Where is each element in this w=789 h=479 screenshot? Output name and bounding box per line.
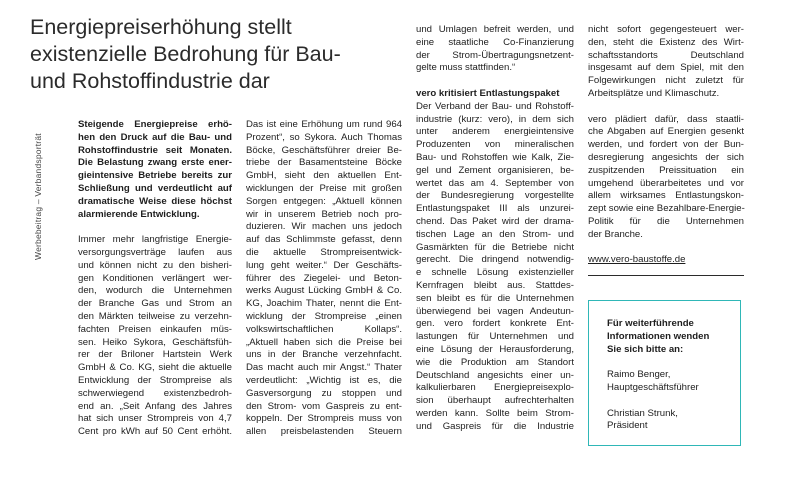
contact-role: Präsident [607, 420, 648, 432]
side-label-text: Werbebeitrag – Verbandsporträt [33, 133, 43, 260]
divider-rule [588, 275, 744, 276]
headline-line: und Rohstoffindustrie dar [30, 69, 270, 93]
body-line: werden kann. Sollte beim Strom- [416, 407, 574, 419]
body-line: den, wodurch die Unternehmen [78, 285, 232, 297]
body-line: den, steht die Existenz des Wirt- [588, 36, 744, 48]
body-line: sen. Heiko Sykora, Geschäftsfüh- [78, 336, 232, 348]
body-line: Entwicklung der Strompreise als [78, 374, 232, 386]
body-line: werks August Lücking GmbH & Co. [246, 285, 402, 297]
headline-line: Energiepreiserhöhung stellt [30, 15, 292, 39]
headline-line: existenzielle Bedrohung für Bau- [30, 42, 341, 66]
body-line: gerecht. Die dringend notwendig- [416, 254, 574, 266]
body-line: Bau- und Rohstoffen wie Kalk, Zie- [416, 151, 574, 163]
body-line: end an. „Seit Anfang des Jahres [78, 400, 232, 412]
body-line: und Gaspreis für die Industrie [416, 420, 574, 432]
column-2 [246, 119, 402, 439]
body-line: und können nicht zu den bisheri- [78, 259, 232, 271]
body-line: KG, Joachim Thater, nennt die Ent- [246, 298, 402, 310]
contact-heading-line: Sie sich bitte an: [607, 343, 684, 355]
body-line: GmbH & Co. KG, sieht die aktuelle [78, 362, 232, 374]
body-line: der Bundesregierung vorgestellte [416, 190, 574, 202]
contact-box [588, 300, 741, 446]
body-line: insgesamt auf dem Spiel, mit den [588, 62, 744, 74]
body-line: Sorgen entgegen: „Aktuell können [246, 195, 402, 207]
body-line: Kernfragen bleibt aus. Stattdes- [416, 279, 574, 291]
body-line: uns in der Branche verzehnfacht. [246, 349, 402, 361]
body-line: unter anderem energieintensive [416, 126, 574, 138]
body-line: Das ist eine Erhöhung um rund 964 [246, 119, 402, 130]
side-label [33, 120, 49, 260]
body-line: gel und Zement organisieren, be- [416, 164, 574, 176]
body-line: gelte muss stattfinden.“ [416, 62, 516, 74]
body-line: lung geht weiter.“ Der Geschäfts- [246, 259, 402, 271]
body-line: Arbeitsplätze und Klimaschutz. [588, 87, 720, 99]
body-line: schaftsstandorts Deutschland [588, 49, 744, 61]
body-line: rer der Briloner Hartstein Werk [78, 349, 232, 361]
body-line: wicklungen der Preise mit großen [246, 182, 402, 194]
body-line: duzieren. Wir machen uns jedoch [246, 221, 402, 233]
body-line: sen bleibt es für die Unternehmen [416, 292, 574, 304]
body-line: volkswirtschaftlichen Kollaps“. [246, 323, 402, 335]
lead-line: Die Belastung zwang erste ener- [78, 157, 232, 169]
body-line: „Aktuell haben sich die Preise bei [246, 336, 402, 348]
body-line: tischen Lage an den Strom- und [416, 228, 574, 240]
body-line: industrie (kurz: vero), in dem sich [416, 113, 574, 125]
body-line: lastungen für Unternehmen und [416, 331, 574, 343]
body-line: werden, und fordert von der Bun- [588, 139, 744, 151]
body-line: fachten Preisen einkaufen müs- [78, 323, 232, 335]
lead-line: gieintensive Betriebe bereits zur [78, 170, 232, 182]
body-line: kalkulierbaren Energiepreisexplo- [416, 382, 574, 394]
body-line: Deutschland angesichts einer un- [416, 369, 574, 381]
body-line: gen. vero fordert konkrete Ent- [416, 318, 574, 330]
body-line: wie die Produktion am Standort [416, 356, 574, 368]
body-line: Folgewirkungen nicht zuletzt für [588, 75, 744, 87]
body-line: allem wirksames Entlastungskon- [588, 190, 744, 202]
body-line: umgehend überarbeitetes und vor [588, 177, 744, 189]
body-line: chend. Das Paket wird der drama- [416, 215, 574, 227]
contact-name: Christian Strunk, [607, 407, 678, 419]
body-line: eine Lösung der Herausforderung, [416, 343, 574, 355]
body-line: triebe der Basamentsteine Böcke [246, 157, 402, 169]
lead-line: alarmierende Entwicklung. [78, 208, 200, 220]
body-line: zept sowie eine Bezahlbare-Energie- [588, 203, 745, 215]
body-line: che Abgaben auf Energien gesenkt [588, 126, 744, 138]
contact-role: Hauptgeschäftsführer [607, 381, 699, 393]
body-line: der Strom-Übertragungsnetzent- [416, 49, 574, 61]
lead-line: dramatische Weise diese höchst [78, 195, 232, 207]
body-line: eine staatliche Co-Finanzierung [416, 36, 574, 48]
body-line: wicklung der Strompreise „einen [246, 310, 402, 322]
body-line: führer des Ziegelei- und Beton- [246, 272, 402, 284]
body-line: Produzenten von mineralischen [416, 139, 574, 151]
contact-heading-line: Für weiterführende [607, 318, 694, 329]
body-line: der Branche. [588, 228, 643, 240]
body-line: und Umlagen befreit werden, und [416, 24, 574, 35]
body-line: nicht sofort gegengesteuert wer- [588, 24, 744, 35]
body-line: koppeln. Der Strompreis muss von [246, 413, 402, 425]
body-line: hat sich unser Strompreis von 4,7 [78, 413, 232, 425]
body-line: sion überhaupt aufrechterhalten [416, 395, 574, 407]
body-line: der Branche Gas und Strom an [78, 298, 232, 310]
contact-name: Raimo Benger, [607, 369, 671, 381]
lead-line: Steigende Energiepreise erhö- [78, 119, 232, 130]
body-line: verdeutlicht: „Wichtig ist es, die [246, 374, 402, 386]
column-3 [416, 24, 574, 434]
lead-line: Rohstoffindustrie seit Monaten. [78, 144, 232, 156]
body-line: Immer mehr langfristige Energie- [78, 234, 232, 246]
lead-line: Schließung und verdeutlicht auf [78, 182, 232, 194]
article-headline [30, 14, 410, 95]
lead-line: hen den Druck auf die Bau- und [78, 131, 232, 143]
body-line: allen preisbelastenden Steuern [246, 426, 402, 438]
body-line: schwerwiegend existenzbedroh- [78, 387, 232, 399]
body-line: desregierung angesichts der sich [588, 151, 744, 163]
body-line: Prozent“, so Sykora. Auch Thomas [246, 131, 402, 143]
body-line: Der Verband der Bau- und Rohstoff- [416, 100, 574, 112]
body-line: den Märkten teilweise zu verzehn- [78, 310, 232, 322]
body-line: zuspitzenden Preissituation ein [588, 164, 744, 176]
body-line: Das macht auch mir Angst.“ Thater [246, 362, 402, 374]
body-line: überwiegend bei vagen Andeutun- [416, 305, 574, 317]
section-subhead: vero kritisiert Entlastungspaket [416, 87, 560, 99]
body-line: GmbH, sieht den aktuellen Ent- [246, 170, 402, 182]
body-line: wertet das am 4. September von [416, 177, 574, 189]
body-line: Böcke, Geschäftsführer dreier Be- [246, 144, 402, 156]
body-line: gen Konditionen verlängert wer- [78, 272, 232, 284]
body-line: Entlastungspaket III als unzurei- [416, 203, 574, 215]
column-1 [78, 119, 232, 439]
body-line: die aktuelle Strompreisentwick- [246, 246, 402, 258]
body-line: e schnelle Lösung existenzieller [416, 267, 574, 279]
column-4 [588, 24, 744, 267]
body-line: Gasversorgung zu stoppen und [246, 387, 402, 399]
body-line: den Strom- vom Gaspreis zu ent- [246, 400, 402, 412]
body-line: Cent pro kWh auf 50 Cent erhöht. [78, 426, 232, 438]
contact-heading-line: Informationen wenden [607, 330, 710, 342]
website-link[interactable]: www.vero-baustoffe.de [588, 254, 686, 266]
body-line: auf das Schlimmste gefasst, denn [246, 234, 402, 246]
body-line: Gasmärkten für die Betriebe nicht [416, 241, 574, 253]
body-line: wir in unserem Betrieb noch pro- [246, 208, 402, 220]
body-line: Politik für die Unternehmen [588, 215, 744, 227]
body-line: vero plädiert dafür, dass staatli- [588, 113, 744, 125]
body-line: versorgungsverträge laufen aus [78, 246, 232, 258]
